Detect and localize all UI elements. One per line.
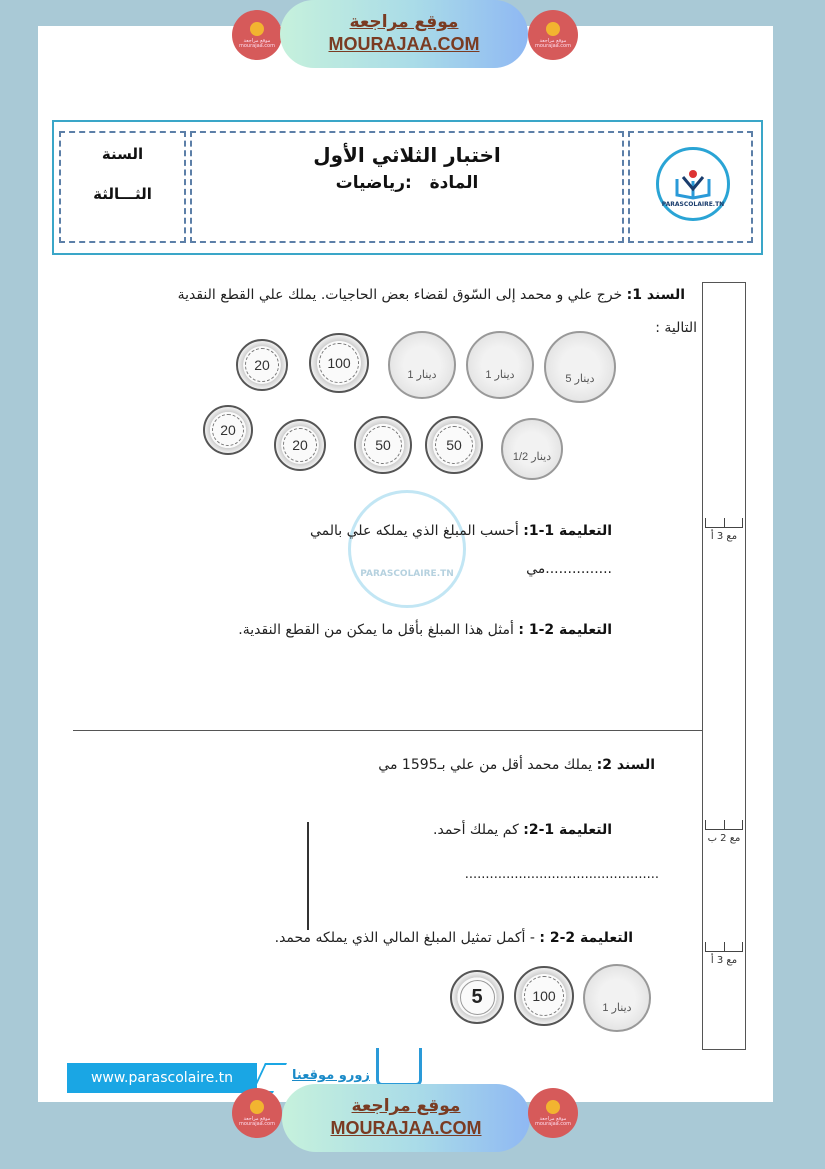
open-book-icon xyxy=(673,169,713,201)
mourajaa-badge-left[interactable]: موقع مراجعة mourajaa.com xyxy=(232,10,282,60)
parascolaire-watermark: PARASCOLAIRE.TN xyxy=(348,490,466,608)
coin-100: 100 xyxy=(514,966,574,1026)
section2-text: السند 2: يملك محمد أقل من علي بـ1595 مي xyxy=(378,757,655,773)
book-icon xyxy=(546,22,560,36)
answer-field-1-1[interactable]: ...............مي xyxy=(526,561,612,577)
section-divider xyxy=(73,730,702,731)
mourajaa-badge-right[interactable]: موقع مراجعة mourajaa.com xyxy=(528,10,578,60)
coin-50: 50 xyxy=(425,416,483,474)
exam-title: اختبار الثلاثي الأول xyxy=(313,143,501,167)
coin-20: 20 xyxy=(236,339,288,391)
coin-100: 100 xyxy=(309,333,369,393)
work-area-line xyxy=(307,822,309,930)
coin-half-dinar: 1/2 دينار xyxy=(501,418,563,480)
coin-1-dinar: 1 دينار xyxy=(583,964,651,1032)
section1-text-line2: التالية : xyxy=(655,320,697,336)
score-box-3 xyxy=(705,942,743,952)
book-icon xyxy=(250,22,264,36)
mourajaa-badge-right-bottom[interactable]: موقع مراجعة mourajaa.com xyxy=(528,1088,578,1138)
logo-cell xyxy=(628,131,753,243)
answer-field-2-1[interactable]: ............................................... xyxy=(464,867,659,882)
book-icon xyxy=(250,1100,264,1114)
mourajaa-banner-bottom[interactable]: موقع مراجعة MOURAJAA.COM xyxy=(282,1084,530,1152)
instruction-2-1: التعليمة 1-2: كم يملك أحمد. xyxy=(433,822,612,838)
coin-20: 20 xyxy=(203,405,253,455)
score-column xyxy=(702,282,746,1050)
exam-header xyxy=(52,120,763,255)
coin-5: 5 xyxy=(450,970,504,1024)
score-box-2 xyxy=(705,820,743,830)
section1-text: السند 1: خرج علي و محمد إلى السّوق لقضاء بعض الحاجيات. يملك علي القطع النقدية xyxy=(177,287,685,303)
instruction-1-2: التعليمة 2-1 : أمثل هذا المبلغ بأقل ما يمكن من القطع النقدية. xyxy=(238,622,612,638)
visit-site-link[interactable]: زورو موقعنا xyxy=(292,1068,370,1083)
instruction-2-2: التعليمة 2-2 : - أكمل تمثيل المبلغ المالي الذي يملكه محمد. xyxy=(274,930,633,946)
parascolaire-small-logo-icon xyxy=(376,1048,422,1086)
coin-1-dinar: 1 دينار xyxy=(466,331,534,399)
coin-50: 50 xyxy=(354,416,412,474)
mourajaa-badge-left-bottom[interactable]: موقع مراجعة mourajaa.com xyxy=(232,1088,282,1138)
parascolaire-url-bar[interactable]: www.parascolaire.tn xyxy=(67,1063,257,1093)
book-icon xyxy=(546,1100,560,1114)
subject-line: المادة :رياضيات xyxy=(335,173,479,193)
score-box-1 xyxy=(705,518,743,528)
coin-5-dinar: 5 دينار xyxy=(544,331,616,403)
coin-1-dinar: 1 دينار xyxy=(388,331,456,399)
parascolaire-logo-icon: PARASCOLAIRE.TN xyxy=(656,147,730,221)
grade-cell: السنة الثـــالثة xyxy=(59,131,186,243)
title-cell xyxy=(190,131,624,243)
instruction-1-1: التعليمة 1-1: أحسب المبلغ الذي يملكه علي بالمي xyxy=(310,523,612,539)
coin-20: 20 xyxy=(274,419,326,471)
mourajaa-banner-top[interactable]: موقع مراجعة MOURAJAA.COM xyxy=(280,0,528,68)
